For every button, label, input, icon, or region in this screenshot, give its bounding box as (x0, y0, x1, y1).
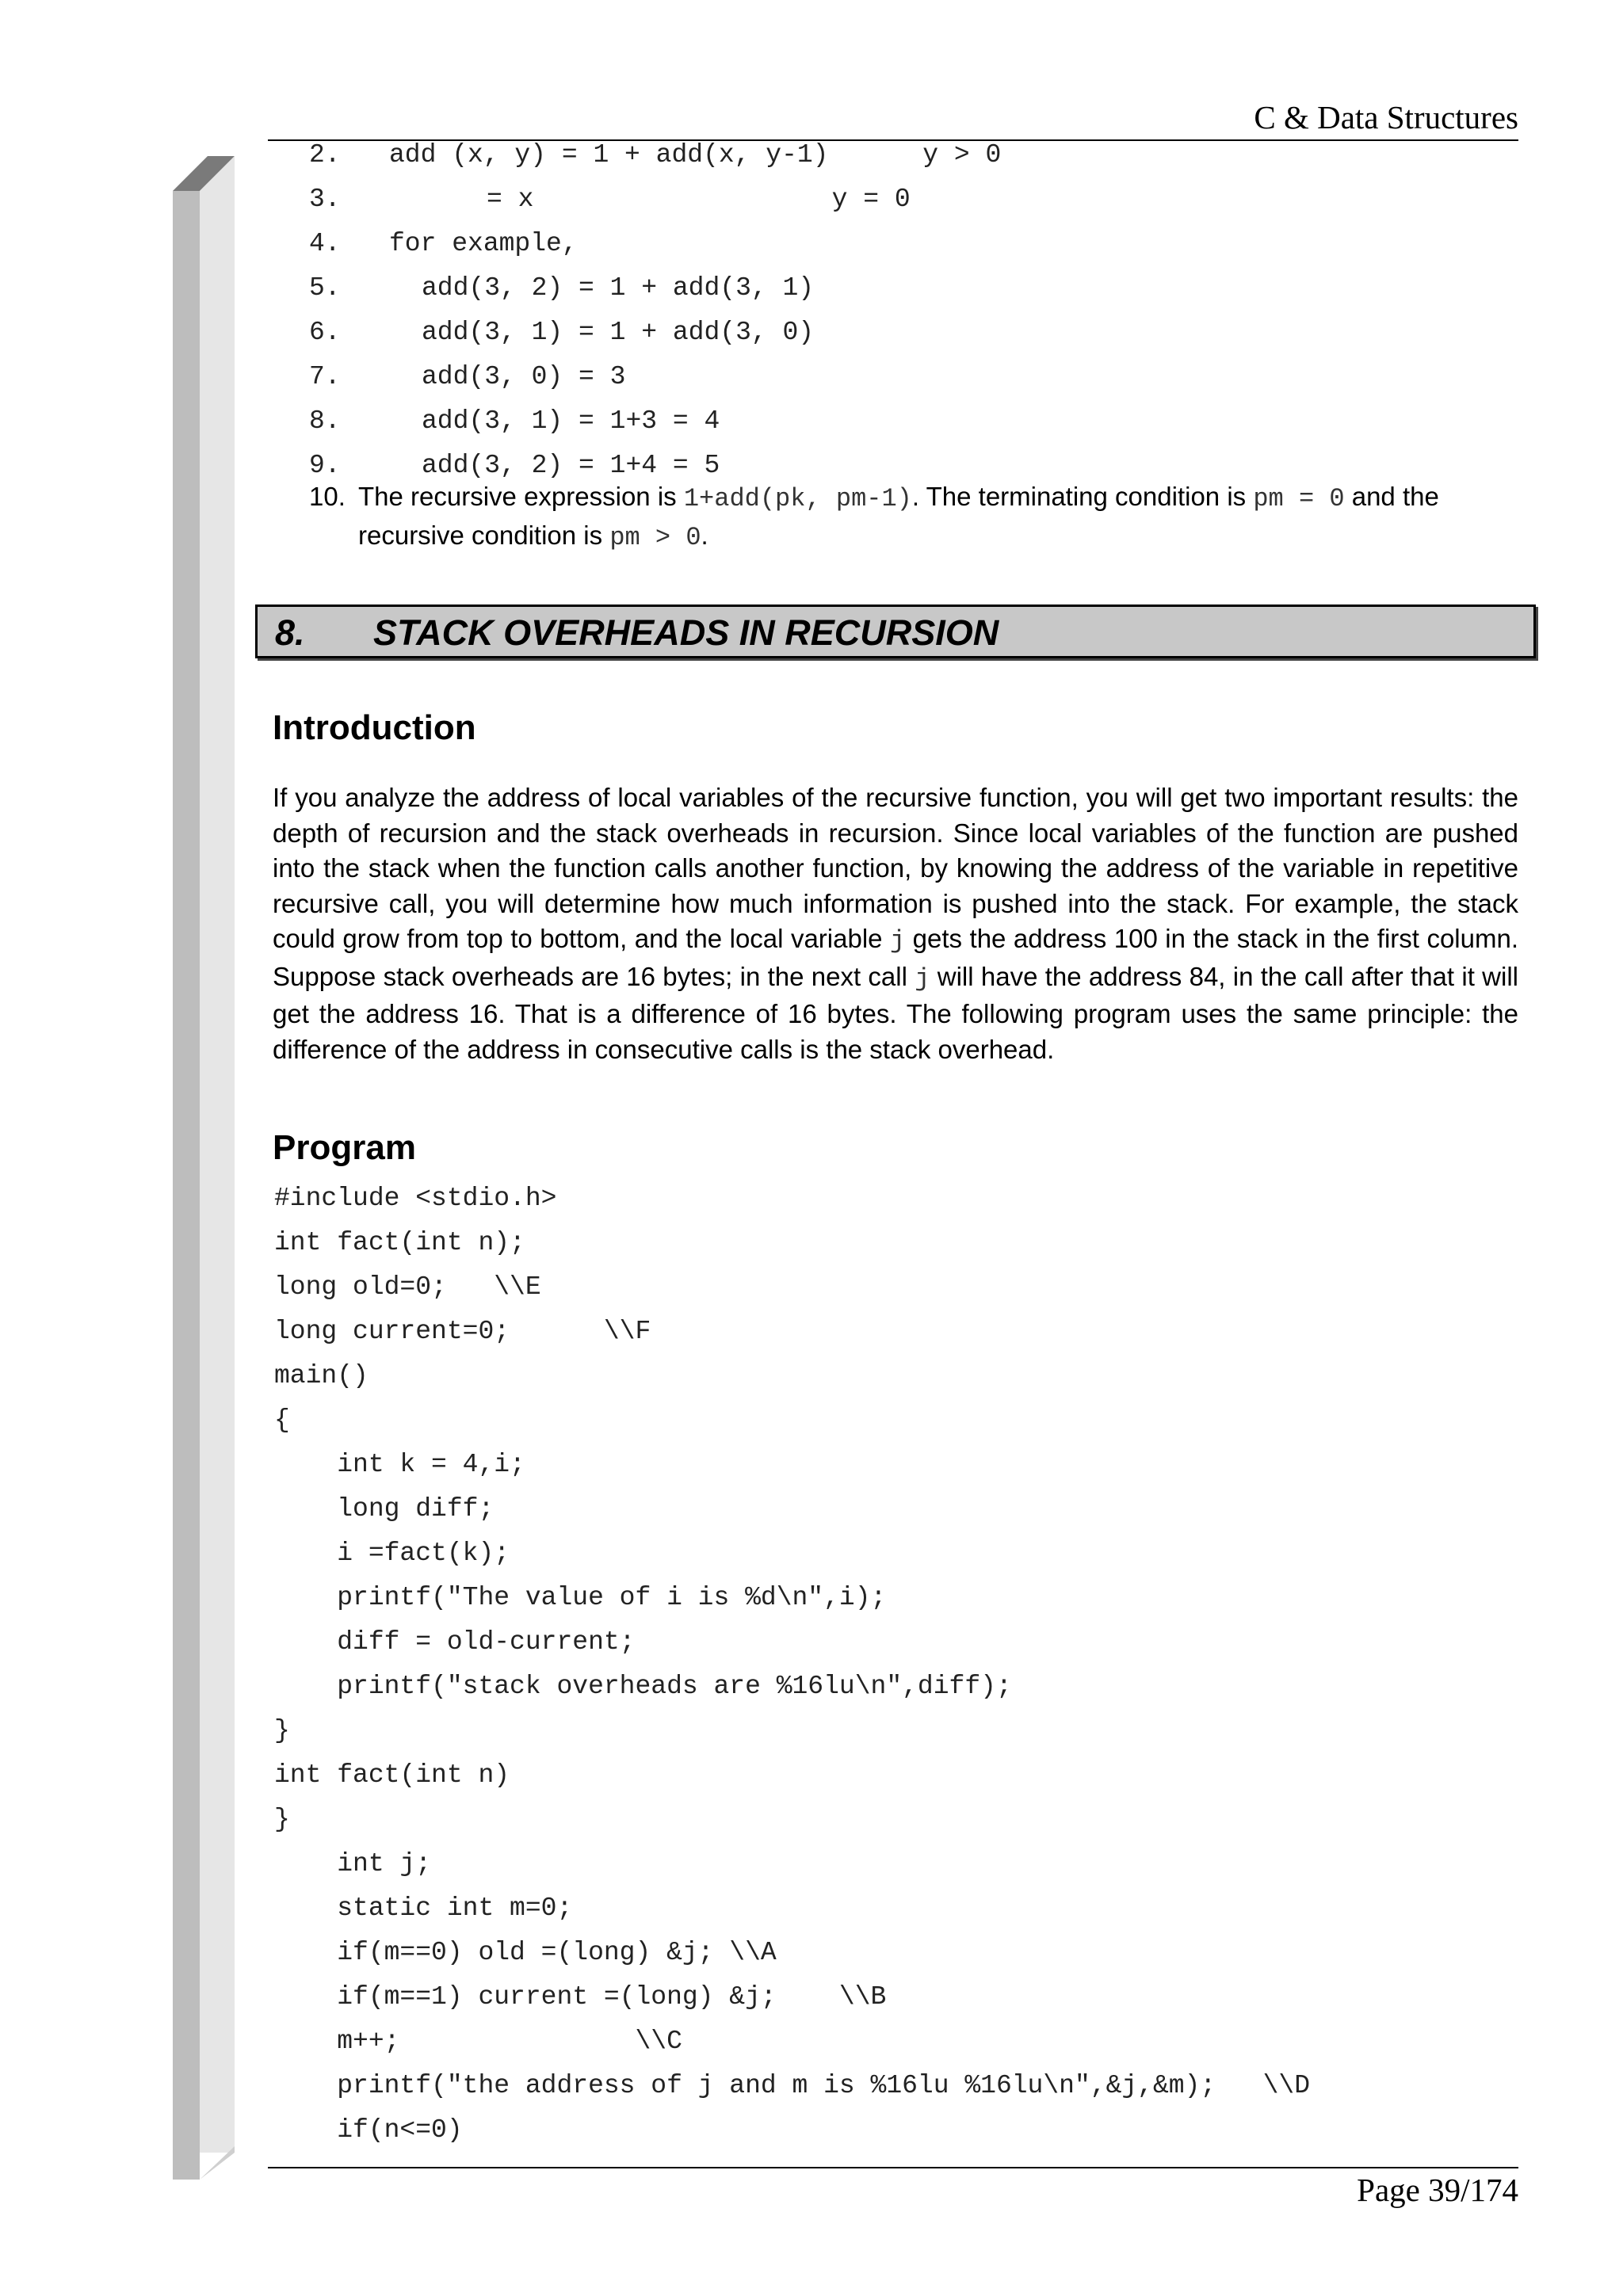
program-heading: Program (273, 1128, 416, 1167)
code-line: if(m==0) old =(long) &j; \\A (274, 1938, 777, 1967)
paragraph-text: will have the address 84, in the call after that it will get the address 16. That is a difference of 16 bytes. The following program uses the same principle: the difference of the address in consecutive calls is the stack overhead. (273, 961, 1518, 1064)
code-line: static int m=0; (274, 1894, 573, 1923)
line-number: 3. (309, 185, 341, 214)
code-line: printf("The value of i is %d\n",i); (274, 1583, 887, 1612)
code-line: int fact(int n) (274, 1760, 510, 1790)
inline-code: pm > 0 (609, 523, 701, 552)
code-line: printf("stack overheads are %16lu\n",diff); (274, 1672, 1012, 1701)
footer-divider (268, 2167, 1518, 2168)
code-line: int j; (274, 1849, 432, 1878)
item-text: and the recursive condition is (358, 482, 1439, 550)
line-number: 6. (309, 318, 341, 347)
code-text: for example, (389, 229, 578, 258)
code-line: long current=0; \\F (274, 1317, 651, 1346)
line-number: 7. (309, 362, 341, 391)
section-number: 8. (275, 612, 305, 653)
paragraph-text: gets the address 100 in the stack in the first column. Suppose stack overheads are 16 bytes; in the next call (273, 924, 1518, 991)
recursion-example-code (309, 139, 1498, 480)
line-number: 5. (309, 273, 341, 303)
inline-code: 1+add(pk, pm-1) (683, 484, 912, 513)
code-line (309, 317, 814, 349)
code-text: = x y = 0 (487, 185, 911, 214)
item-text: The recursive expression is (358, 482, 684, 511)
line-number: 9. (309, 451, 341, 480)
paragraph-text: If you analyze the address of local variables of the recursive function, you will get two important results: the depth of recursion and the stack overheads in recursion. Since local variables of the function are pushed into the stack when the function calls another function, by knowing the address of the variable in repetitive recursive call, you will determine how much information is pushed into the stack. For example, the stack could grow from top to bottom, and the local variable (273, 783, 1518, 953)
code-line: printf("the address of j and m is %16lu %16lu\n",&j,&m); \\D (274, 2071, 1311, 2100)
code-line: if(m==1) current =(long) &j; \\B (274, 1982, 887, 2012)
code-line: int k = 4,i; (274, 1450, 525, 1479)
item-number: 10. (309, 482, 346, 511)
code-line: #include <stdio.h> (274, 1184, 557, 1213)
code-line: } (274, 1805, 290, 1834)
code-text: add(3, 0) = 3 (422, 362, 626, 391)
code-line (309, 406, 720, 437)
introduction-heading: Introduction (273, 708, 476, 747)
code-line: main() (274, 1361, 369, 1390)
page-header-title: C & Data Structures (1254, 99, 1518, 135)
inline-code: j (890, 926, 906, 955)
line-number: 4. (309, 229, 341, 258)
section-heading-box (255, 605, 1536, 658)
code-text: add (x, y) = 1 + add(x, y-1) y > 0 (389, 140, 1002, 170)
code-line: diff = old-current; (274, 1627, 636, 1657)
code-line: long diff; (274, 1494, 495, 1524)
item-text: . The terminating condition is (911, 482, 1254, 511)
code-line (309, 228, 578, 260)
introduction-paragraph (273, 780, 1518, 1067)
item-text: . (701, 521, 708, 550)
code-line: m++; \\C (274, 2027, 682, 2056)
code-line (309, 184, 911, 215)
code-line (309, 139, 1001, 171)
page-number: Page 39/174 (1357, 2172, 1518, 2208)
inline-code: j (915, 963, 930, 994)
code-text: add(3, 1) = 1 + add(3, 0) (422, 318, 815, 347)
line-number: 2. (309, 140, 341, 170)
inline-code: pm = 0 (1253, 484, 1345, 513)
code-line: { (274, 1405, 290, 1435)
program-code-block (274, 1183, 1518, 2159)
code-line: if(n<=0) (274, 2115, 463, 2145)
code-line: long old=0; \\E (274, 1272, 541, 1302)
section-title: STACK OVERHEADS IN RECURSION (373, 612, 999, 653)
code-line: i =fact(k); (274, 1539, 510, 1568)
code-text: add(3, 1) = 1+3 = 4 (422, 406, 720, 436)
code-line (309, 273, 814, 304)
code-line (309, 450, 720, 482)
code-text: add(3, 2) = 1 + add(3, 1) (422, 273, 815, 303)
code-text: add(3, 2) = 1+4 = 5 (422, 451, 720, 480)
side-decoration-bar (171, 154, 235, 2183)
code-line (309, 361, 625, 393)
numbered-item-10 (309, 479, 1518, 556)
line-number: 8. (309, 406, 341, 436)
code-line: } (274, 1716, 290, 1745)
code-line: int fact(int n); (274, 1228, 525, 1257)
